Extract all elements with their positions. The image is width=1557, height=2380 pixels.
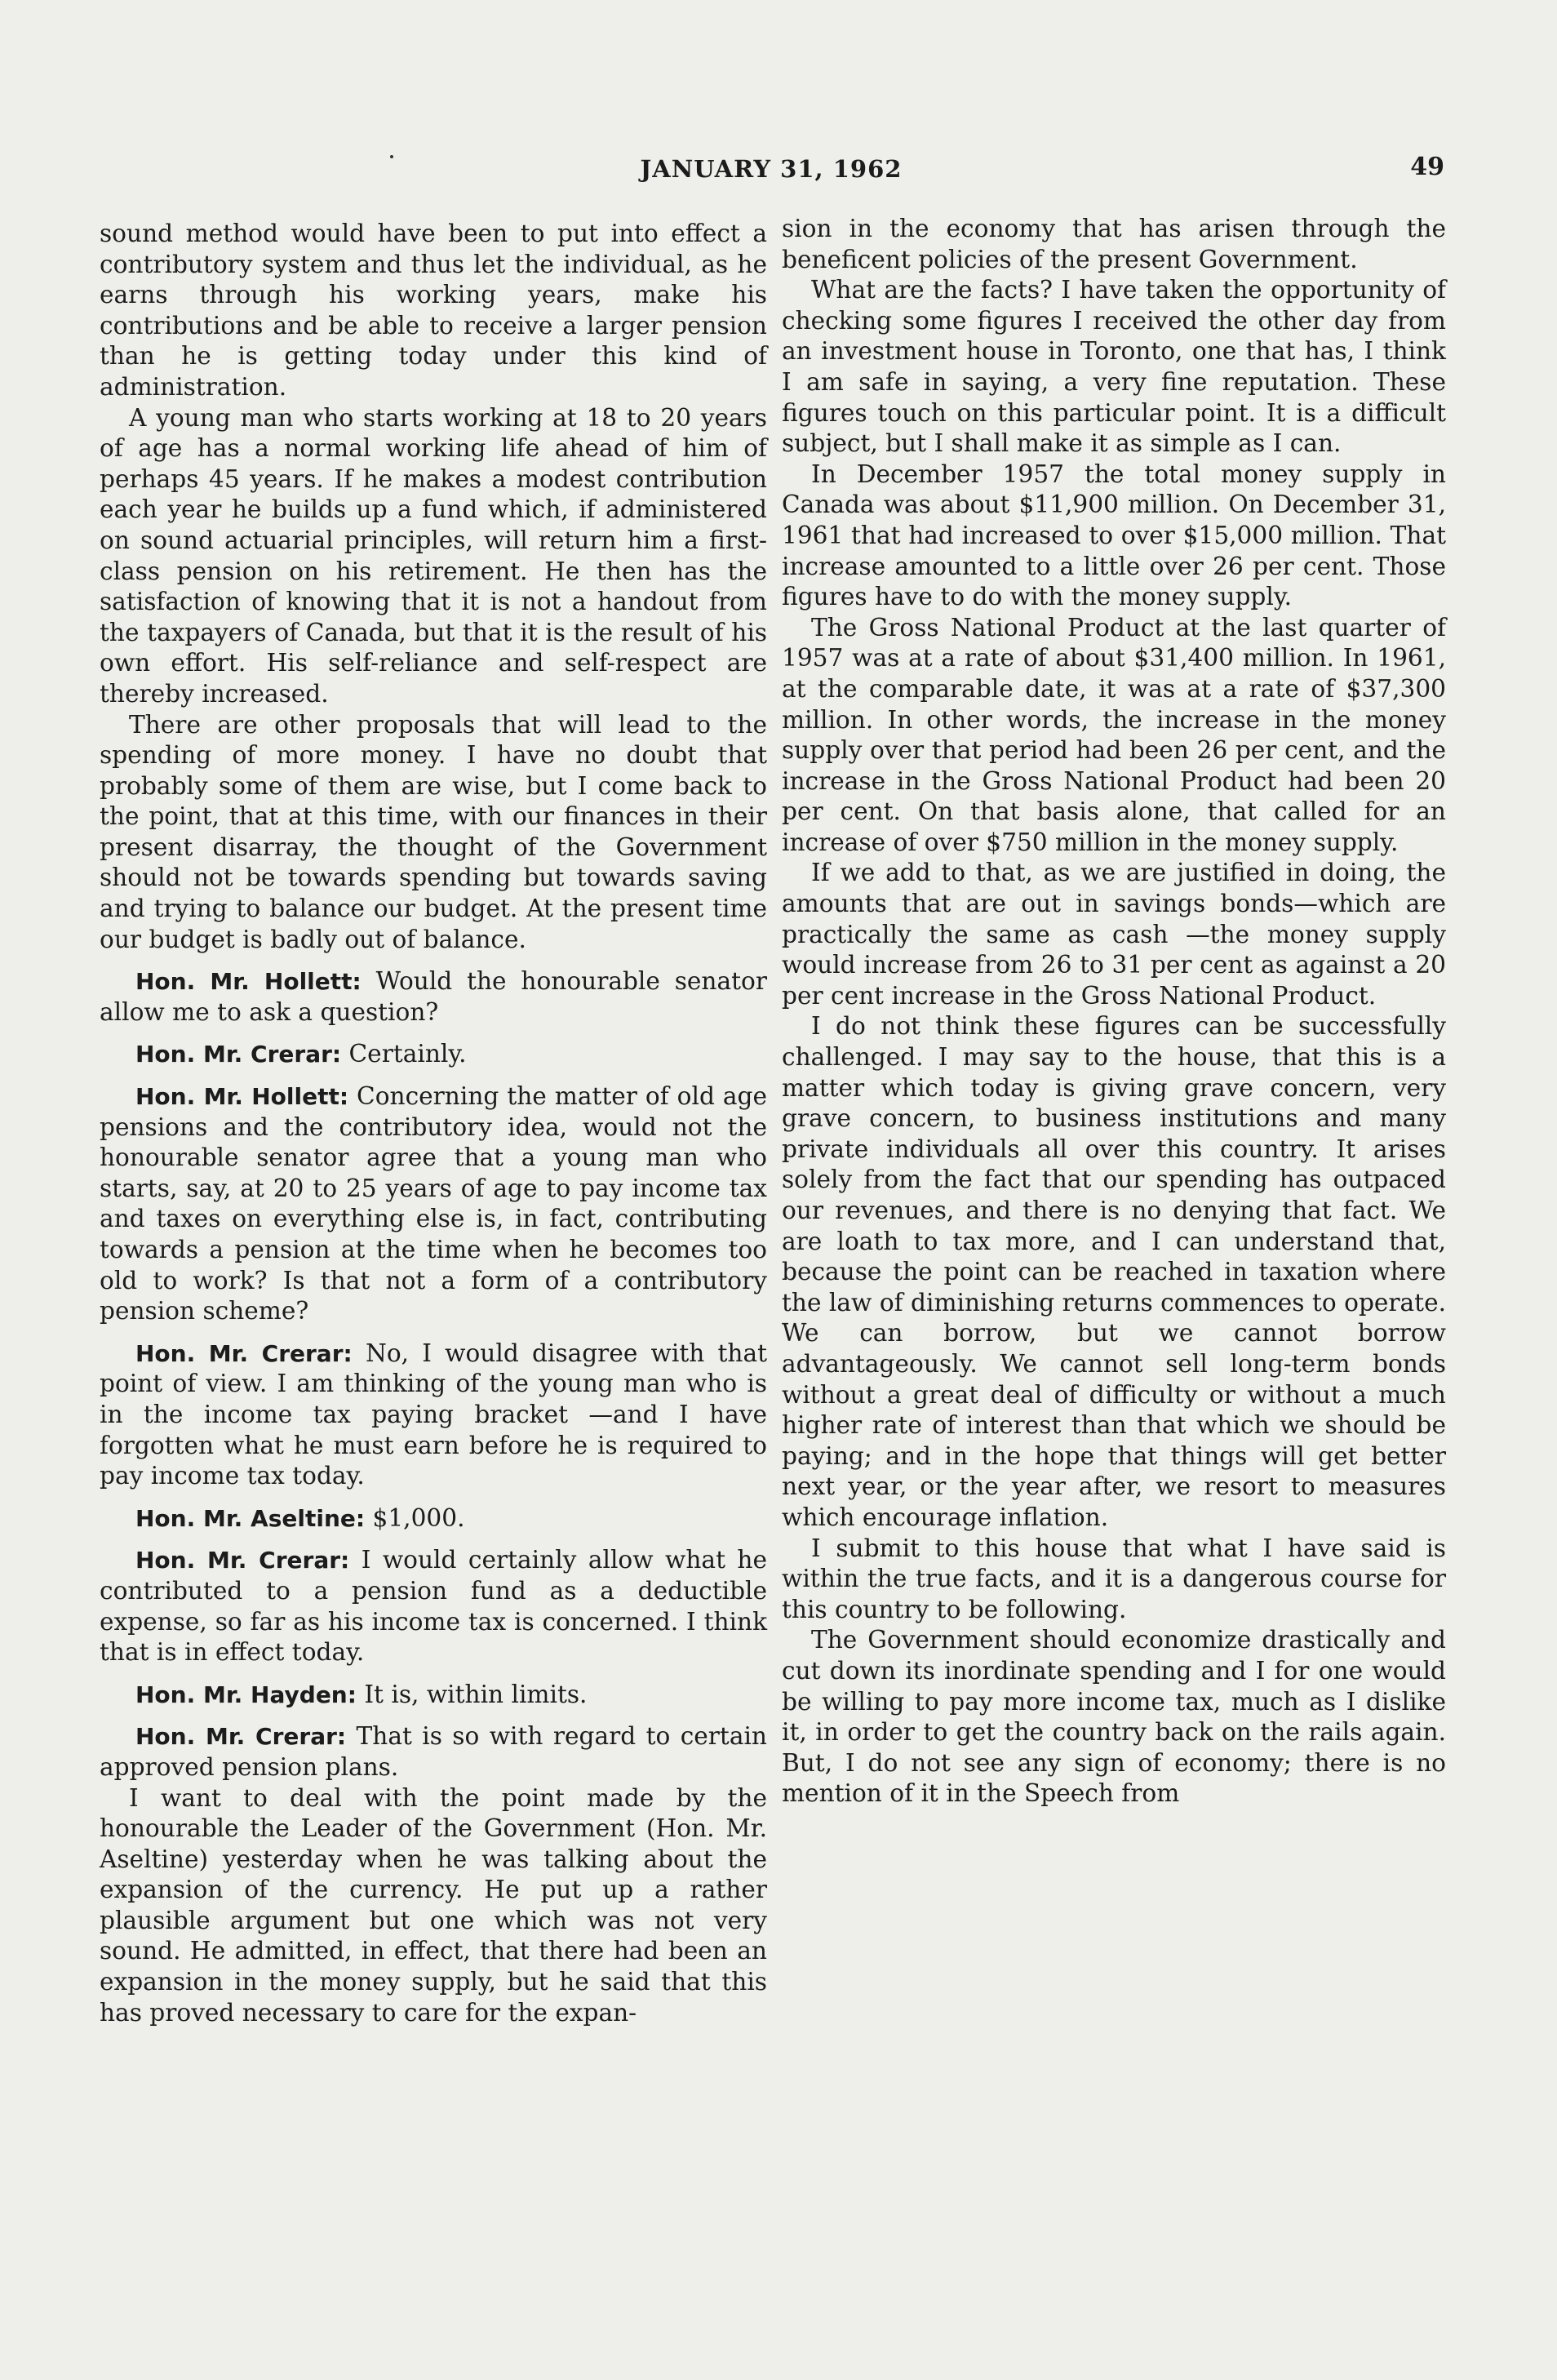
- paragraph: I do not think these figures can be successfully challenged. I may say to the house, that this is a matter which today is giving grave concern, very grave concern, to business institutions and many private individuals all over this country. It arises solely from the fact that our spending has outpaced our revenues, and there is no denying that fact. We are loath to tax more, and I can understand that, because the point can be reached in taxation where the law of diminishing returns commences to operate. We can borrow, but we cannot borrow advantageously. We cannot sell long-term bonds without a great deal of difficulty or without a much higher rate of interest than that which we should be paying; and in the hope that things will get better next year, or the year after, we resort to measures which encourage inflation.: [782, 1012, 1446, 1531]
- speaker-name: Hon. Mr. Crerar:: [135, 1547, 350, 1574]
- paragraph: I submit to this house that what I have said is within the true facts, and it is a dangerous course for this country to be following.: [782, 1534, 1446, 1623]
- speech-paragraph: Hon. Mr. Crerar: Certainly.: [135, 1040, 467, 1068]
- speech-paragraph: Hon. Mr. Aseltine: $1,000.: [135, 1503, 465, 1532]
- speaker-name: Hon. Mr. Hollett:: [135, 968, 362, 996]
- speaker-name: Hon. Mr. Crerar:: [135, 1339, 353, 1367]
- speaker-name: Hon. Mr. Hayden:: [135, 1681, 357, 1708]
- speech-paragraph: Hon. Mr. Hayden: It is, within limits.: [135, 1680, 588, 1708]
- paragraph: sound method would have been to put into effect a contributory system and thus let the individual, as he earns through his working years, make his contributions and be able to receive a larger pension than he is getting today under this kind of administration.: [100, 220, 767, 401]
- speech-paragraph: Hon. Mr. Crerar: That is so with regard to certain approved pension plans.: [100, 1722, 767, 1781]
- speaker-name: Hon. Mr. Hollett:: [135, 1083, 349, 1111]
- paragraph: A young man who starts working at 18 to 20 years of age has a normal working life ahead of him of perhaps 45 years. If he makes a modest contribution each year he builds up a fund which, if administered on sound actuarial principles, will return him a first-class pension on his retirement. He then has the satisfaction of knowing that it is not a handout from the taxpayers of Canada, but that it is the result of his own effort. His self-reliance and self-respect are thereby increased.: [100, 403, 767, 708]
- speaker-name: Hon. Mr. Crerar:: [135, 1041, 342, 1068]
- speaker-name: Hon. Mr. Aseltine:: [135, 1504, 366, 1532]
- paragraph: What are the facts? I have taken the opportunity of checking some figures I received the other day from an investment house in Toronto, one that has, I think I am safe in saying, a very fine reputation. These figures touch on this particular point. It is a difficult subject, but I shall make it as simple as I can.: [782, 276, 1446, 458]
- running-head: [98, 149, 1444, 189]
- right-column: [782, 214, 1446, 1809]
- paragraph: There are other proposals that will lead to the spending of more money. I have no doubt that probably some of them are wise, but I come back to the point, that at this time, with our finances in their present disarray, the thought of the Government should not be towards spending but towards saving and trying to balance our budget. At the present time our budget is badly out of balance.: [100, 710, 767, 953]
- paragraph: If we add to that, as we are justified in doing, the amounts that are out in savings bonds—which are practically the same as cash —the money supply would increase from 26 to 31 per cent as against a 20 per cent increase in the Gross National Product.: [782, 859, 1446, 1010]
- speech-paragraph: Hon. Mr. Crerar: I would certainly allow what he contributed to a pension fund as a deductible expense, so far as his income tax is concerned. I think that is in effect today.: [100, 1546, 767, 1667]
- paragraph: The Gross National Product at the last quarter of 1957 was at a rate of about $31,400 million. In 1961, at the comparable date, it was at a rate of $37,300 million. In other words, the increase in the money supply over that period had been 26 per cent, and the increase in the Gross National Product had been 20 per cent. On that basis alone, that called for an increase of over $750 million in the money supply.: [782, 613, 1446, 856]
- speech-paragraph: Hon. Mr. Crerar: No, I would disagree with that point of view. I am thinking of the young man who is in the income tax paying bracket —and I have forgotten what he must earn before he is required to pay income tax today.: [100, 1339, 767, 1490]
- paragraph: I want to deal with the point made by the honourable the Leader of the Government (Hon. Mr. Aseltine) yesterday when he was talking about the expansion of the currency. He put up a rather plausible argument but one which was not very sound. He admitted, in effect, that there had been an expansion in the money supply, but he said that this has proved necessary to care for the expan-: [100, 1783, 767, 2027]
- page-number: 49: [1410, 153, 1444, 181]
- speech-paragraph: Hon. Mr. Hollett: Concerning the matter of old age pensions and the contributory idea, would not the honourable senator agree that a young man who starts, say, at 20 to 25 years of age to pay income tax and taxes on everything else is, in fact, contributing towards a pension at the time when he becomes too old to work? Is that not a form of a contributory pension scheme?: [100, 1082, 767, 1325]
- speech-paragraph: Hon. Mr. Hollett: Would the honourable senator allow me to ask a question?: [100, 967, 767, 1026]
- paragraph: sion in the economy that has arisen through the beneficent policies of the present Government.: [782, 215, 1446, 273]
- paragraph: In December 1957 the total money supply in Canada was about $11,900 million. On December 31, 1961 that had increased to over $15,000 million. That increase amounted to a little over 26 per cent. Those figures have to do with the money supply.: [782, 460, 1446, 611]
- speaker-name: Hon. Mr. Crerar:: [135, 1723, 347, 1751]
- paragraph: The Government should economize drastically and cut down its inordinate spending and I for one would be willing to pay more income tax, much as I dislike it, in order to get the country back on the rails again. But, I do not see any sign of economy; there is no mention of it in the Speech from: [782, 1626, 1446, 1808]
- page-date: JANUARY 31, 1962: [640, 155, 903, 183]
- left-column: [100, 219, 767, 2028]
